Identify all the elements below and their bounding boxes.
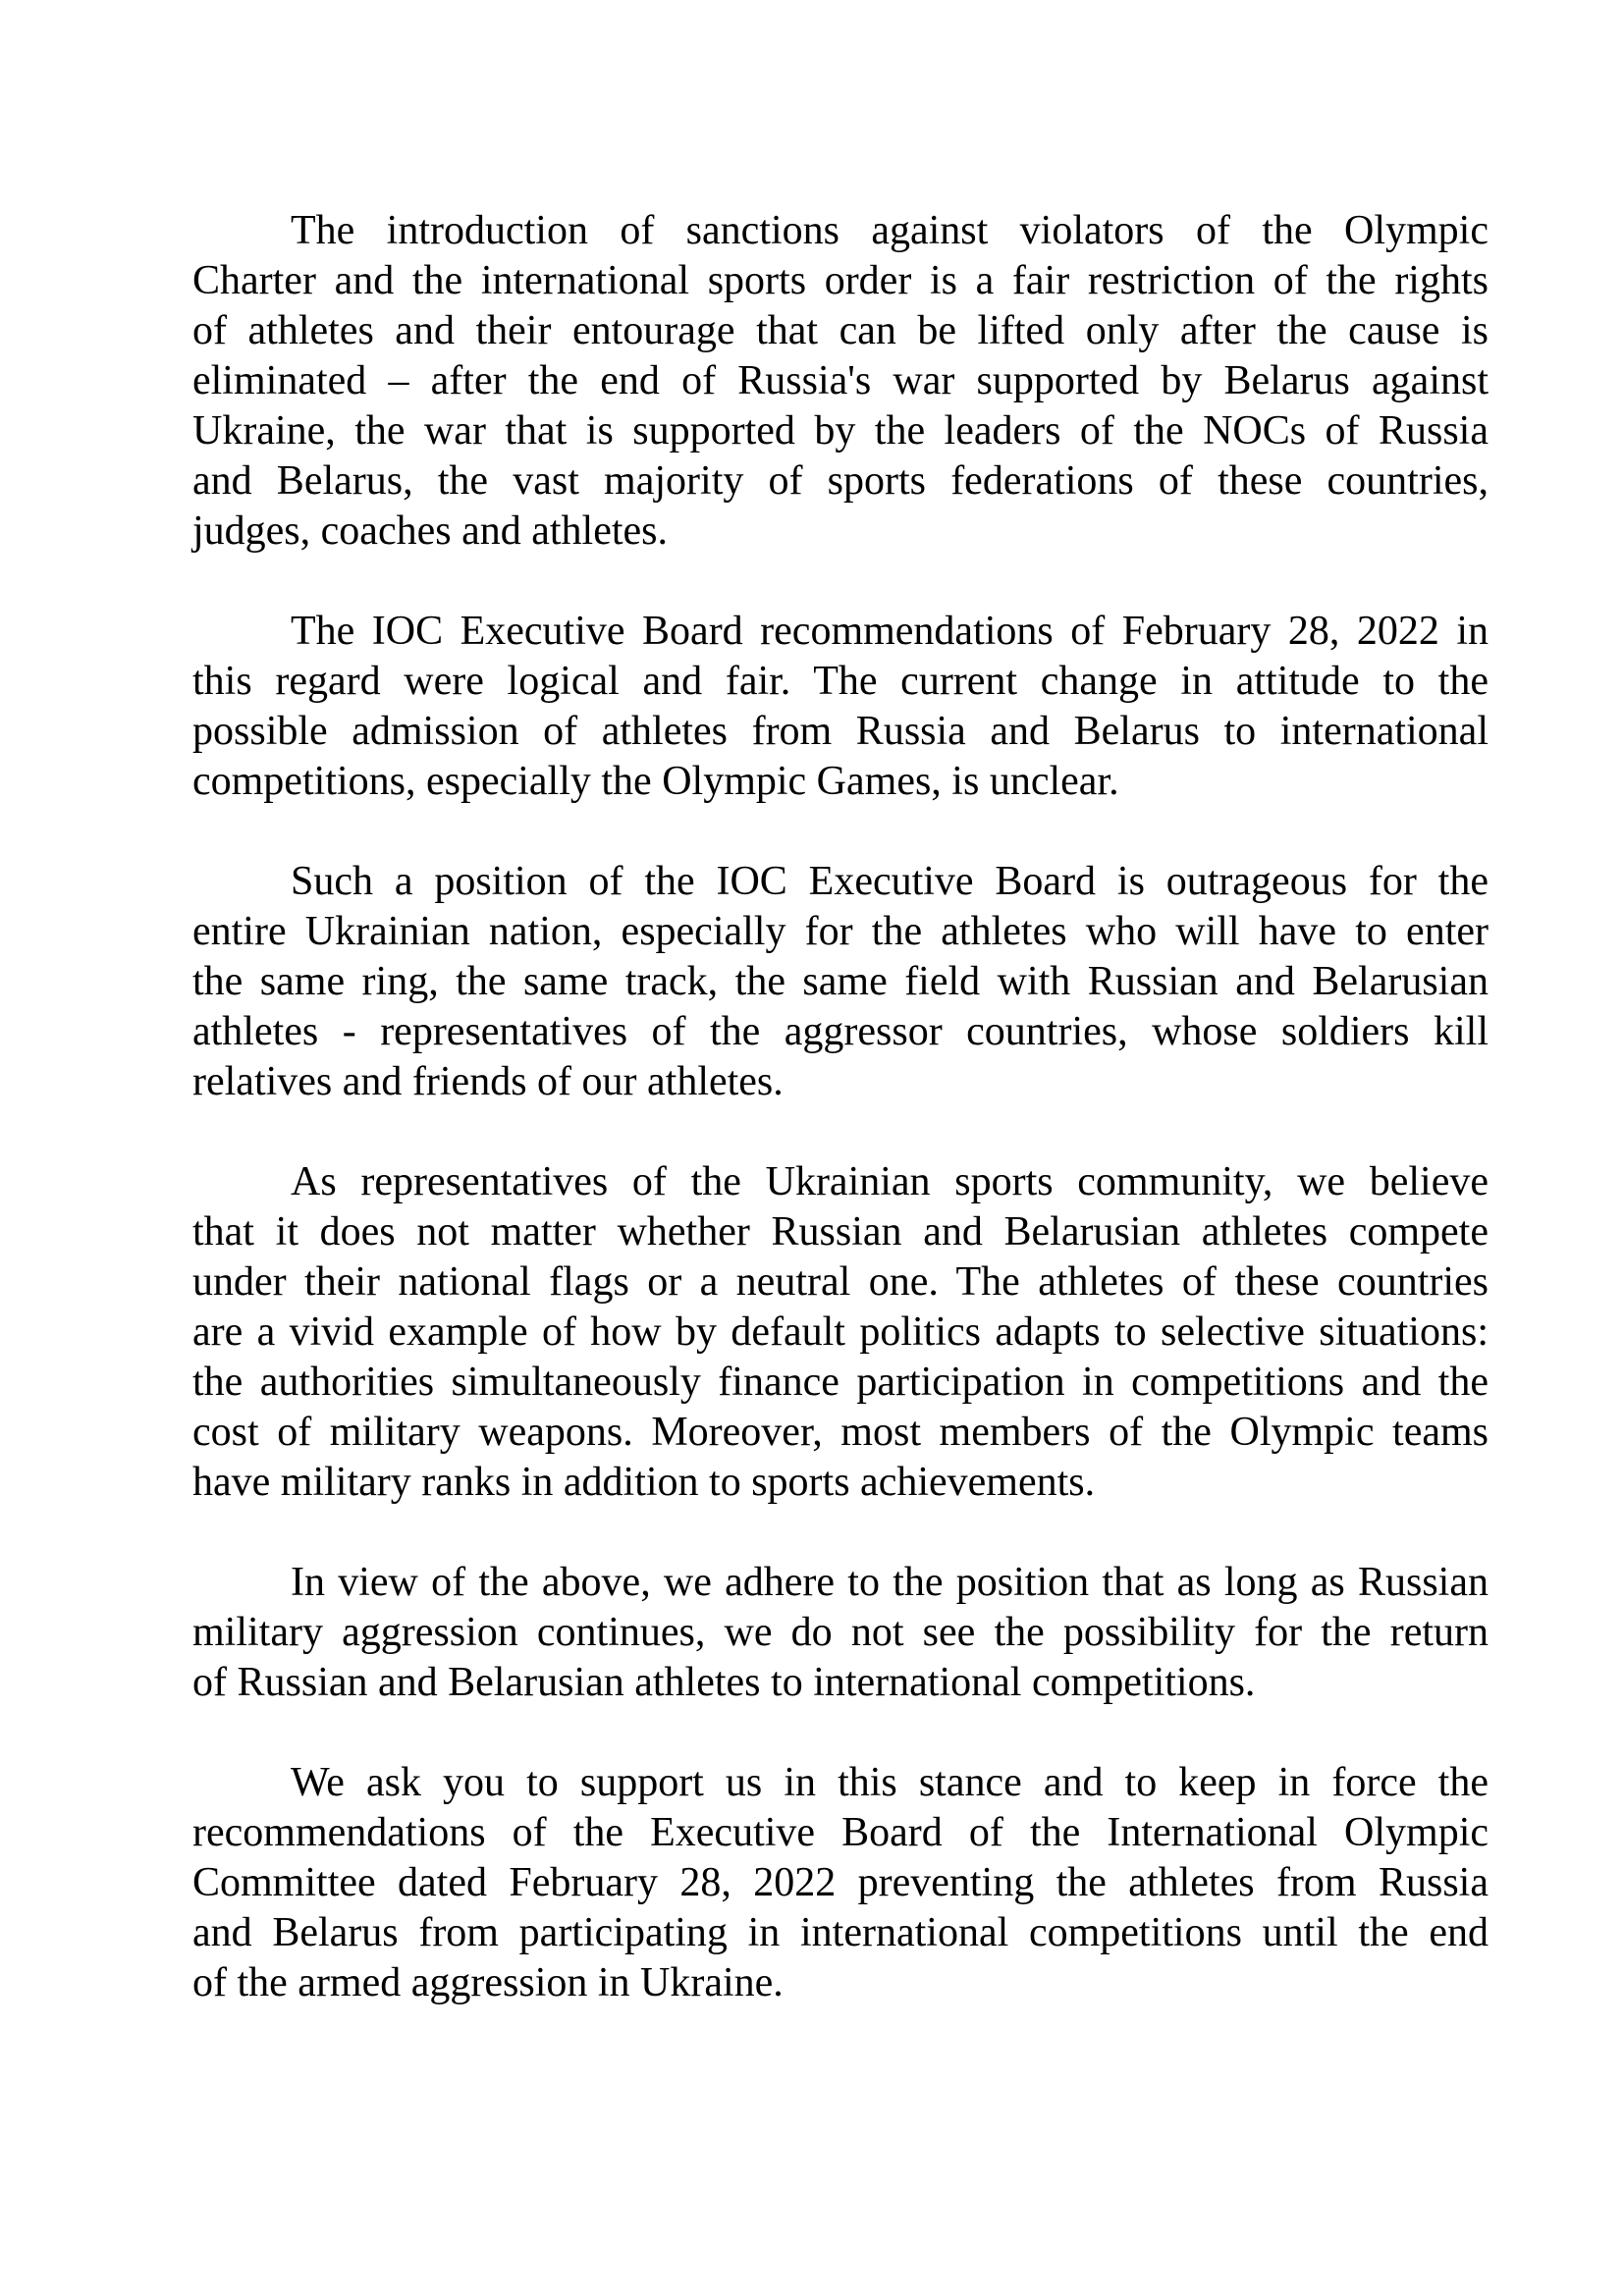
text-line: this regard were logical and fair. The current change in attitude to the	[192, 659, 1489, 704]
text-line: Such a position of the IOC Executive Board is outrageous for the	[291, 859, 1489, 904]
text-line: under their national flags or a neutral one. The athletes of these countries	[192, 1259, 1489, 1305]
text-line: and Belarus from participating in international competitions until the end	[192, 1910, 1489, 1955]
text-line: judges, coaches and athletes.	[192, 508, 668, 554]
text-line: The introduction of sanctions against violators of the Olympic	[291, 208, 1489, 253]
paragraph	[192, 1758, 1489, 2008]
text-line: As representatives of the Ukrainian sports community, we believe	[291, 1159, 1489, 1204]
text-line: eliminated – after the end of Russia's war supported by Belarus against	[192, 358, 1489, 403]
paragraph	[192, 1157, 1489, 1508]
text-line: We ask you to support us in this stance and to keep in force the	[291, 1760, 1489, 1805]
text-line: possible admission of athletes from Russia and Belarus to international	[192, 709, 1489, 754]
text-line: Charter and the international sports order is a fair restriction of the rights	[192, 258, 1489, 303]
text-line: of athletes and their entourage that can be lifted only after the cause is	[192, 308, 1489, 353]
paragraph	[192, 857, 1489, 1107]
text-line: the authorities simultaneously finance participation in competitions and the	[192, 1360, 1489, 1405]
text-line: of the armed aggression in Ukraine.	[192, 1960, 784, 2005]
text-line: have military ranks in addition to sports achievements.	[192, 1460, 1096, 1505]
text-line: In view of the above, we adhere to the position that as long as Russian	[291, 1560, 1489, 1605]
text-line: cost of military weapons. Moreover, most members of the Olympic teams	[192, 1410, 1489, 1455]
paragraph	[192, 206, 1489, 557]
text-line: are a vivid example of how by default politics adapts to selective situations:	[192, 1309, 1489, 1355]
text-line: that it does not matter whether Russian and Belarusian athletes compete	[192, 1209, 1489, 1255]
text-line: relatives and friends of our athletes.	[192, 1059, 784, 1104]
text-line: the same ring, the same track, the same field with Russian and Belarusian	[192, 959, 1489, 1004]
text-line: of Russian and Belarusian athletes to international competitions.	[192, 1660, 1256, 1705]
text-line: recommendations of the Executive Board of the International Olympic	[192, 1810, 1489, 1855]
text-line: competitions, especially the Olympic Games, is unclear.	[192, 759, 1119, 804]
text-line: entire Ukrainian nation, especially for the athletes who will have to enter	[192, 909, 1489, 954]
paragraph	[192, 607, 1489, 807]
text-line: athletes - representatives of the aggressor countries, whose soldiers kill	[192, 1009, 1489, 1054]
text-line: Committee dated February 28, 2022 preventing the athletes from Russia	[192, 1860, 1489, 1905]
text-line: The IOC Executive Board recommendations of February 28, 2022 in	[291, 609, 1489, 654]
text-line: and Belarus, the vast majority of sports federations of these countries,	[192, 458, 1489, 504]
text-line: military aggression continues, we do not see the possibility for the return	[192, 1610, 1489, 1655]
paragraph	[192, 1558, 1489, 1708]
text-line: Ukraine, the war that is supported by the leaders of the NOCs of Russia	[192, 408, 1489, 454]
letter-body	[192, 206, 1489, 2058]
